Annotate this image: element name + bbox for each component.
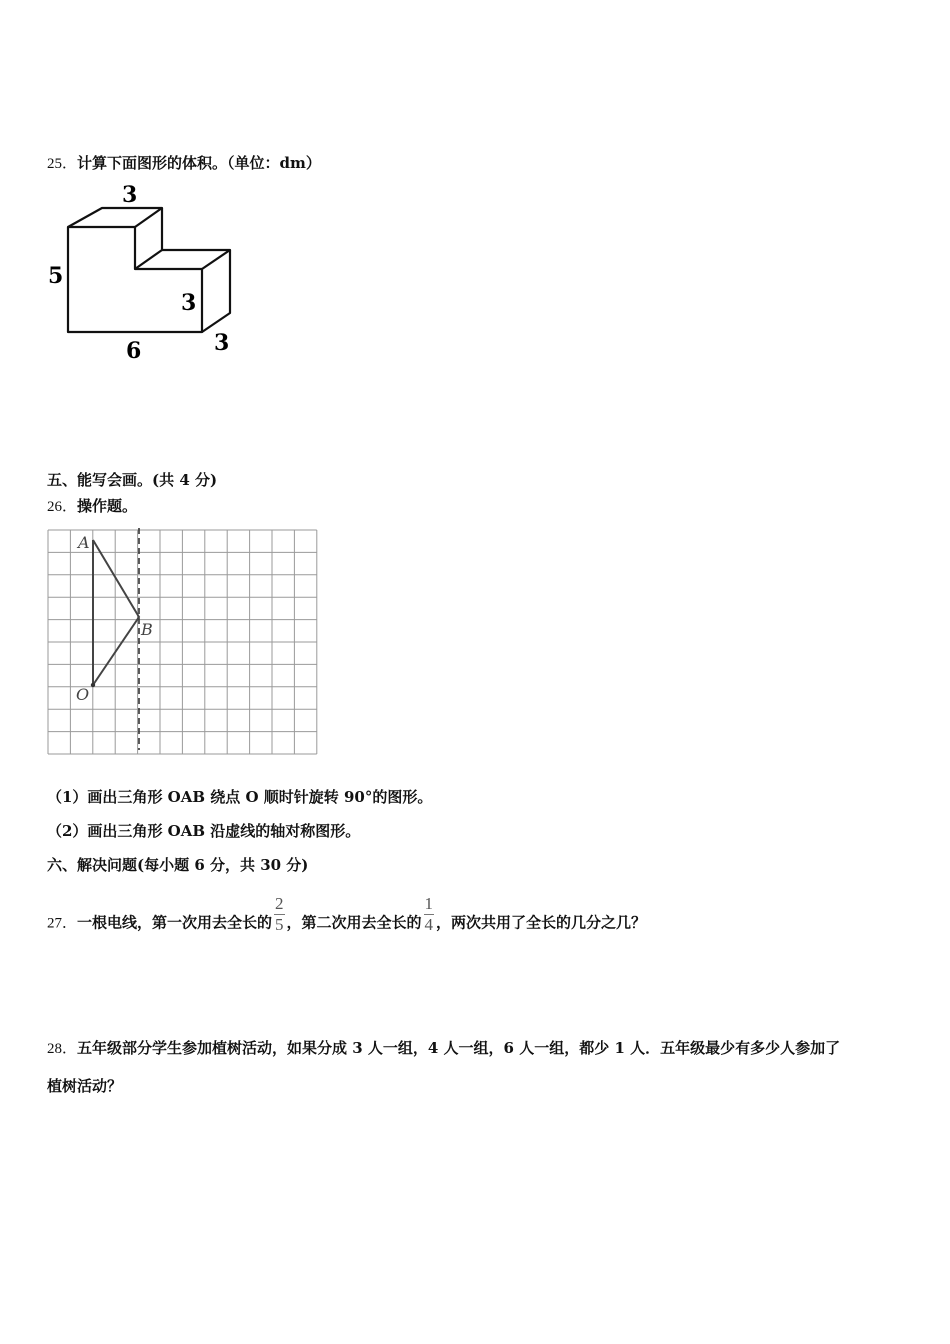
label-left-5: 5 (48, 263, 64, 289)
q27-text (47, 894, 647, 944)
q28-number: 28． (47, 1041, 78, 1057)
fraction-1-4 (424, 894, 435, 935)
square-grid (48, 530, 317, 754)
q26-sub1: （1）画出三角形 OAB 绕点 O 顺时针旋转 90°的图形。 (47, 788, 433, 806)
q27-number: 27． (47, 915, 78, 932)
q27-part3: ，两次共用了全长的几分之几？ (436, 913, 647, 932)
q28-line1 (47, 1037, 840, 1058)
label-depth-3: 3 (214, 330, 230, 356)
q27-part2: ，第二次用去全长的 (286, 913, 422, 932)
q26-number: 26． (47, 499, 78, 515)
q28-line2: 植树活动？ (47, 1077, 123, 1095)
label-top-3: 3 (122, 182, 138, 208)
q26-prompt: 操作题。 (77, 497, 138, 515)
q28-text: 五年级部分学生参加植树活动，如果分成 3 人一组，4 人一组，6 人一组，都少 1 人．五年级最少有多少人参加了 (77, 1039, 841, 1057)
point-o-label: O (76, 685, 90, 704)
section5-heading: 五、能写会画。(共 4 分) (47, 471, 218, 489)
fraction-2-5 (274, 894, 285, 935)
fraction-denominator: 4 (424, 915, 434, 934)
q27-part1: 一根电线，第一次用去全长的 (77, 913, 273, 932)
triangle-oab (93, 540, 139, 685)
point-a-label: A (78, 533, 90, 552)
grid-figure (45, 528, 320, 756)
q25-text (47, 152, 321, 173)
point-b-label: B (141, 620, 153, 639)
label-bottom-6: 6 (126, 338, 142, 364)
fraction-numerator: 2 (275, 894, 284, 913)
q25-prompt: 计算下面图形的体积。（单位：dm） (77, 154, 321, 172)
q26-sub2: （2）画出三角形 OAB 沿虚线的轴对称图形。 (47, 822, 361, 840)
q25-number: 25． (47, 156, 78, 172)
solid-figure (40, 180, 250, 370)
fraction-denominator: 5 (275, 915, 284, 934)
point-o-dot (91, 683, 95, 687)
fraction-numerator: 1 (424, 894, 434, 913)
side-face-low (202, 250, 230, 332)
top-face-low (162, 250, 230, 269)
label-step-3: 3 (181, 290, 197, 316)
front-face (68, 227, 202, 332)
top-face-tall (68, 208, 162, 227)
section6-heading: 六、解决问题(每小题 6 分，共 30 分) (47, 856, 309, 874)
q26-text (47, 495, 137, 516)
